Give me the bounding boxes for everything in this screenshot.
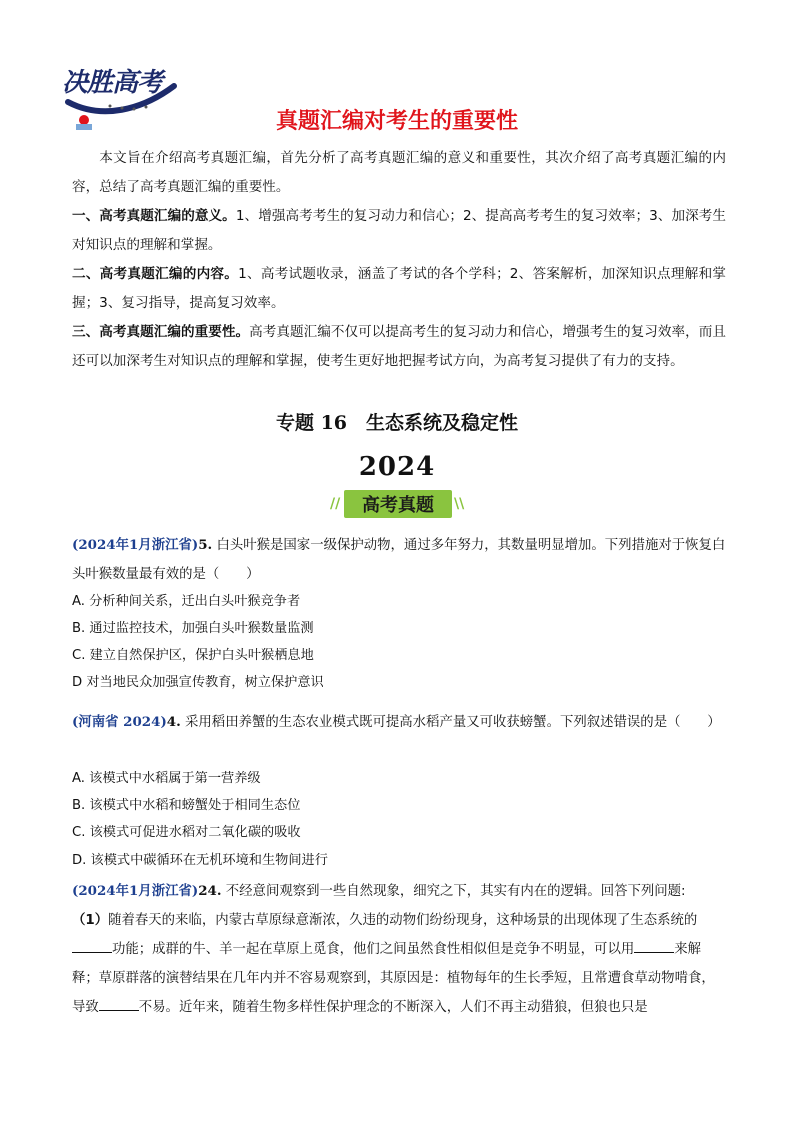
slash-left-icon: // xyxy=(330,496,341,512)
question-2-number: 4. xyxy=(166,714,181,730)
question-1-source: (2024年1月浙江省) xyxy=(72,537,199,553)
question-3-part-label: （1） xyxy=(72,913,109,928)
question-3-source: (2024年1月浙江省) xyxy=(72,883,199,899)
question-3-stem: 不经意间观察到一些自然现象，细究之下，其实有内在的逻辑。回答下列问题: xyxy=(221,884,686,899)
section-3-text: 高考真题汇编不仅可以提高考生的复习动力和信心，增强考生的复习效率，而且还可以加深考生对知识点的理解和掌握，使考生更好地把握考试方向，为高考复习提供了有力的支持。 xyxy=(72,324,727,369)
section-3-heading: 三、高考真题汇编的重要性。 xyxy=(72,324,250,340)
year-heading: 2024 xyxy=(358,452,436,482)
question-3-part-text-4: 不易。近年来，随着生物多样性保护理念的不断深入，人们不再主动猎狼，但狼也只是 xyxy=(138,1000,648,1015)
section-badge xyxy=(330,490,466,520)
answer-blank-3[interactable] xyxy=(99,996,139,1011)
question-1-number: 5. xyxy=(198,537,213,553)
section-2-text: 1、高考试题收录，涵盖了考试的各个学科；2、答案解析，加深知识点理解和掌握；3、复习指导，提高复习效率。 xyxy=(72,266,727,311)
intro-paragraph: 本文旨在介绍高考真题汇编，首先分析了高考真题汇编的意义和重要性，其次介绍了高考真题汇编的内容，总结了高考真题汇编的重要性。 xyxy=(72,150,726,195)
question-1 xyxy=(72,531,726,589)
question-2-source: (河南省 2024) xyxy=(72,714,167,730)
section-1 xyxy=(72,202,726,260)
question-2-option-a: A. 该模式中水稻属于第一营养级 xyxy=(72,771,261,786)
section-1-heading: 一、高考真题汇编的意义。 xyxy=(72,208,236,224)
question-1-option-a: A. 分析种间关系，迁出白头叶猴竞争者 xyxy=(72,594,301,609)
question-3-part-text-3: 来解释；草原群落的演替结果在几年内并不容易观察到，其原因是：植物每年的生长季短，且常遭食草动物啃食，导致 xyxy=(72,942,715,1015)
slash-right-icon: \\ xyxy=(454,496,465,512)
question-2-stem: 采用稻田养蟹的生态农业模式既可提高水稻产量又可收获螃蟹。下列叙述错误的是（ ） xyxy=(180,715,721,730)
question-3-part-1 xyxy=(72,906,726,1022)
section-1-text: 1、增强高考考生的复习动力和信心；2、提高高考考生的复习效率；3、加深考生对知识点的理解和掌握。 xyxy=(72,208,726,253)
section-3 xyxy=(72,318,726,376)
question-3-part-text-2: 功能；成群的牛、羊一起在草原上觅食，他们之间虽然食性相似但是竞争不明显，可以用 xyxy=(112,942,635,957)
question-1-option-c: C. 建立自然保护区，保护白头叶猴栖息地 xyxy=(72,648,314,663)
section-2 xyxy=(72,260,726,318)
question-1-option-d: D 对当地民众加强宣传教育，树立保护意识 xyxy=(72,675,324,690)
question-3 xyxy=(72,877,726,906)
answer-blank-2[interactable] xyxy=(634,938,674,953)
answer-blank-1[interactable] xyxy=(72,938,112,953)
question-3-part-text-1: 随着春天的来临，内蒙古草原绿意渐浓，久违的动物们纷纷现身，这种场景的出现体现了生态系统的 xyxy=(108,913,698,928)
question-3-number: 24. xyxy=(198,883,222,899)
question-1-stem: 白头叶猴是国家一级保护动物，通过多年努力，其数量明显增加。下列措施对于恢复白头叶猴数量最有效的是（ ） xyxy=(72,538,726,582)
main-title: 真题汇编对考生的重要性 xyxy=(275,109,518,134)
section-2-heading: 二、高考真题汇编的内容。 xyxy=(72,266,239,282)
question-2-option-c: C. 该模式可促进水稻对二氧化碳的吸收 xyxy=(72,825,301,840)
question-2-option-b: B. 该模式中水稻和螃蟹处于相同生态位 xyxy=(72,798,301,813)
question-2 xyxy=(72,708,726,737)
badge-label: 高考真题 xyxy=(362,495,434,516)
question-1-option-b: B. 通过监控技术，加强白头叶猴数量监测 xyxy=(72,621,314,636)
question-2-option-d: D. 该模式中碳循环在无机环境和生物间进行 xyxy=(72,853,328,868)
logo-text: 决胜高考 xyxy=(62,68,163,98)
topic-title: 专题 16 生态系统及稳定性 xyxy=(275,412,519,434)
